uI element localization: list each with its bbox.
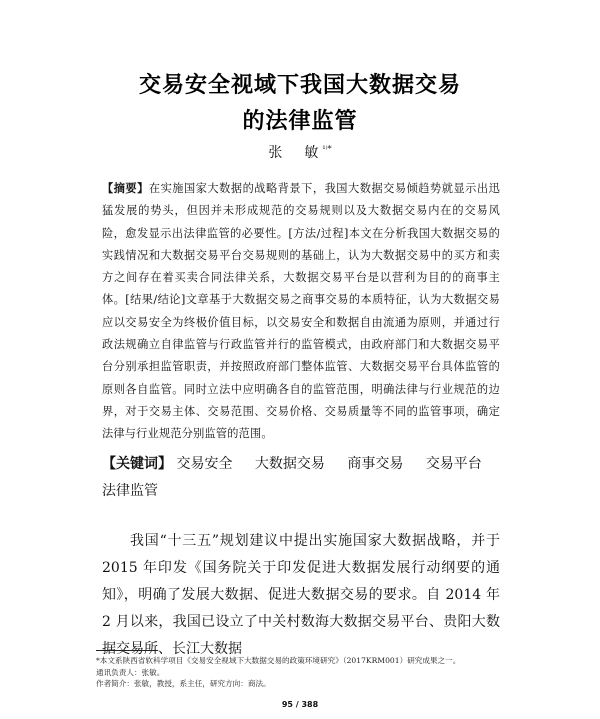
- keyword: 法律监管: [102, 483, 158, 499]
- keyword: 商事交易: [347, 456, 404, 472]
- title-line-2: 的法律监管: [242, 109, 358, 134]
- footnote-line: 通讯负责人：张敏。: [96, 667, 165, 677]
- page-number: 95 / 388: [281, 700, 319, 709]
- footnote-divider: [96, 650, 158, 651]
- footnote-line: 作者简介：张敏，教授，系主任，研究方向：商法。: [96, 679, 271, 688]
- title-line-1: 交易安全视域下我国大数据交易: [138, 73, 461, 98]
- footnotes: [96, 655, 516, 690]
- keyword: 交易平台: [425, 456, 482, 472]
- author-name: 张 敏: [268, 145, 323, 161]
- author: [0, 142, 600, 162]
- keyword: 交易安全: [176, 456, 233, 472]
- body-paragraph: 我国“十三五”规划建议中提出实施国家大数据战略，并于 2015 年印发《国务院关于印发促进大数据发展行动纲要的通知》，明确了发展大数据、促进大数据交易的要求。自 2014 年 2 月以来，我国已设立了中关村数海大数据交易平台、贵阳大数据交易所、长江大数据: [102, 533, 500, 657]
- keyword: 大数据交易: [254, 456, 325, 472]
- keywords: [102, 451, 502, 505]
- abstract: [102, 178, 500, 446]
- abstract-tag: 【摘要】: [102, 182, 149, 195]
- author-marker: ¹⁾*: [322, 144, 332, 154]
- keywords-tag: 【关键词】: [102, 456, 172, 472]
- abstract-text: 在实施国家大数据的战略背景下，我国大数据交易倾趋势就显示出迅猛发展的势头，但因并未形成规范的交易规则以及大数据交易内在的交易风险，愈发显示出法律监管的必要性。[方法/过程]本文在分析我国大数据交易的实践情况和大数据交易平台交易规则的基础上，认为大数据交易中的买方和卖方之间存在着买卖合同法律关系，大数据交易平台是以营利为目的的商事主体。[结果/结论]文章基于大数据交易之商事交易的本质特征，认为大数据交易应以交易安全为终极价值目标，以交易安全和数据自由流通为原则，并通过行政法规确立自律监管与行政监管并行的监管模式，由政府部门和大数据交易平台分别承担监管职责，并按照政府部门整体监管、大数据交易平台具体监管的原则各自监管。同时立法中应明确各自的监管范围，明确法律与行业规范的边界，对于交易主体、交易范围、交易价格、交易质量等不同的监管事项，确定法律与行业规范分别监管的范围。: [102, 182, 500, 441]
- footnote-line: *本文系陕西省软科学项目《交易安全视域下大数据交易的政策环境研究》（2017KRM001）研究成果之一。: [96, 656, 461, 665]
